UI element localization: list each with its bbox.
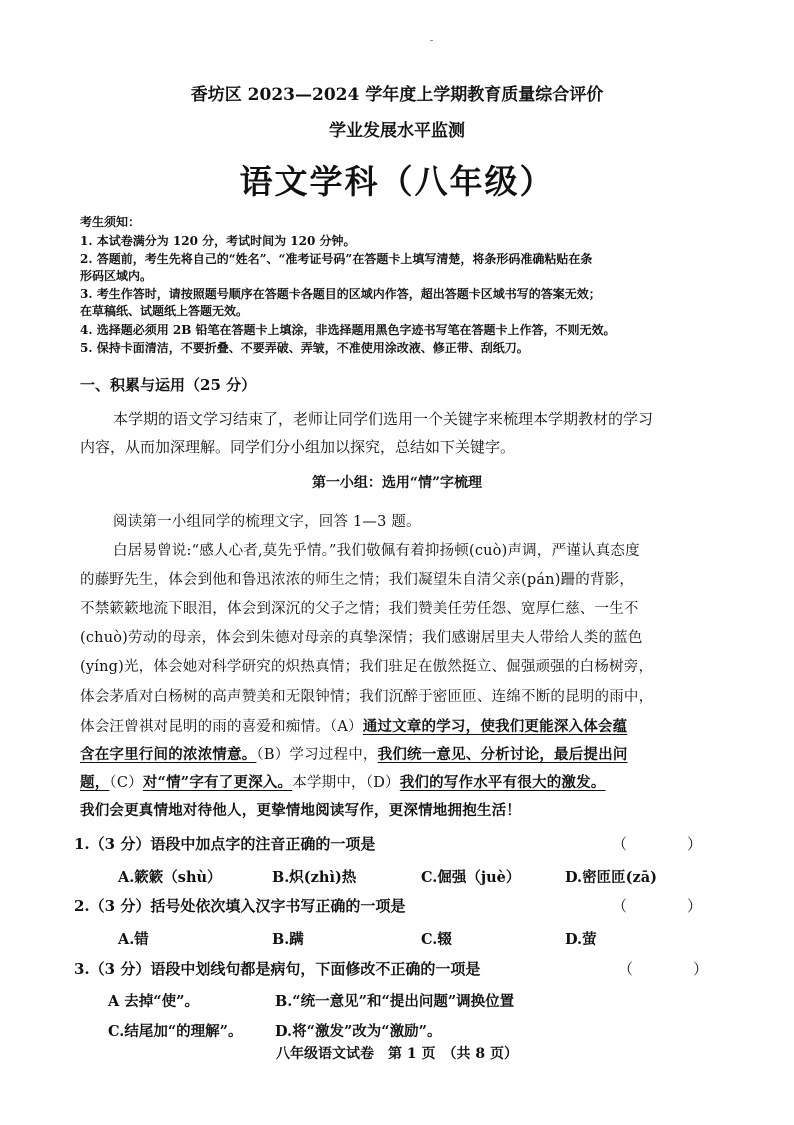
passage-closing: 我们会更真情地对待他人，更挚情地阅读写作，更深情地拥抱生活！ [80,802,521,819]
exam-title-line1: 香坊区 2023—2024 学年度上学期教育质量综合评价 [190,85,604,105]
option-a: A 去掉“使”。 [108,993,199,1010]
option-b: B.“统一意见”和“提出问题”调换位置 [275,993,515,1010]
question-stem: 2.（3 分）括号处依次填入汉字书写正确的一项是 [74,897,406,915]
question-stem: 3.（3 分）语段中划线句都是病句，下面修改不正确的一项是 [74,960,481,978]
notice-item: 1. 本试卷满分为 120 分，考试时间为 120 分钟。 [80,234,356,248]
option-d: D.将“激发”改为“激励”。 [275,1023,442,1040]
intro-line: 内容，从而加深理解。同学们分小组加以探究，总结如下关键字。 [80,438,516,456]
passage-text: 本学期中，（D） [292,775,400,791]
underlined-sentence-c: 对“情”字有了更深入。 [142,774,293,791]
notice-item: 5. 保持卡面清洁，不要折叠、不要弄破、弄皱，不准使用涂改液、修正带、刮纸刀。 [80,341,529,355]
scan-speck [430,40,433,41]
passage-text: （B）学习过程中， [256,747,378,763]
passage-line: 白居易曾说:“感人心者,莫先乎情。”我们敬佩有着抑扬顿(cuò)声调，严谨认真态度 [113,543,640,559]
page-footer: 八年级语文试卷 第 1 页 （共 8 页） [276,1046,518,1062]
passage-line-c [80,771,606,792]
subject-title: 语文学科（八年级） [239,162,555,201]
option-b: B.蹒 [272,931,304,948]
notice-item: 2. 答题前，考生先将自己的“姓名”、“准考证号码”在答题卡上填写清楚，将条形码准确粘贴在条 [80,252,593,266]
exam-title-line2: 学业发展水平监测 [329,121,465,141]
passage-text: 体会汪曾祺对昆明的雨的喜爱和痴情。（A） [80,719,363,735]
option-d: D.萤 [565,931,597,948]
passage-line: 体会茅盾对白杨树的高声赞美和无限钟情；我们沉醉于密匝匝、连绵不断的昆明的雨中， [80,689,654,705]
notice-item: 在草稿纸、试题纸上答题无效。 [80,304,249,318]
underlined-sentence-b: 我们统一意见、分析讨论，最后提出问 [377,746,628,763]
notice-heading: 考生须知： [80,215,141,229]
passage-line: 的藤野先生，体会到他和鲁迅浓浓的师生之情；我们凝望朱自清父亲(pán)跚的背影， [80,572,635,588]
option-c: C.倔强（juè） [421,869,521,886]
option-d: D.密匝匝(zā) [565,869,657,886]
underlined-sentence-b: 题， [80,774,110,791]
underlined-sentence-d: 我们的写作水平有很大的激发。 [399,774,606,791]
option-b: B.炽(zhì)热 [272,869,357,886]
option-c: C.辍 [421,931,452,948]
option-a: A.簌簌（shù） [118,869,222,886]
intro-line: 本学期的语文学习结束了，老师让同学们选用一个关键字来梳理本学期教材的学习 [113,410,654,428]
notice-item: 4. 选择题必须用 2B 铅笔在答题卡上填涂，非选择题用黑色字迹书写笔在答题卡上作答，不则无效。 [80,323,616,337]
passage-line: 不禁簌簌地流下眼泪，体会到深沉的父子之情；我们赞美任劳任怨、宽厚仁慈、一生不 [80,601,639,617]
underlined-sentence-a: 通过文章的学习，使我们更能深入体会蕴 [362,718,628,735]
section-heading: 一、积累与运用（25 分） [80,376,257,394]
underlined-sentence-a: 含在字里行间的浓浓情意。 [80,746,257,763]
option-c: C.结尾加“的理解”。 [108,1023,243,1040]
passage-line: (chuò)劳动的母亲，体会到朱德对母亲的真挚深情；我们感谢居里夫人带给人类的蓝色 [80,630,643,646]
answer-bracket: （ ） [612,835,703,853]
passage-line-a [80,715,627,736]
passage-line-b [80,743,628,764]
passage-text: （C） [109,775,143,791]
notice-item: 形码区域内。 [80,269,153,283]
question-stem: 1.（3 分）语段中加点字的注音正确的一项是 [74,835,376,853]
passage-line: (yíng)光，体会她对科学研究的炽热真情；我们驻足在傲然挺立、倔强顽强的白杨树旁， [80,659,654,675]
notice-item: 3. 考生作答时，请按照题号顺序在答题卡各题目的区域内作答，超出答题卡区域书写的答案无效； [80,287,601,301]
instruction-text: 阅读第一小组同学的梳理文字，回答 1—3 题。 [113,514,421,530]
group-heading: 第一小组：选用“情”字梳理 [311,475,483,491]
option-a: A.错 [118,931,149,948]
answer-bracket: （ ） [612,897,703,915]
answer-bracket: （ ） [618,960,709,978]
